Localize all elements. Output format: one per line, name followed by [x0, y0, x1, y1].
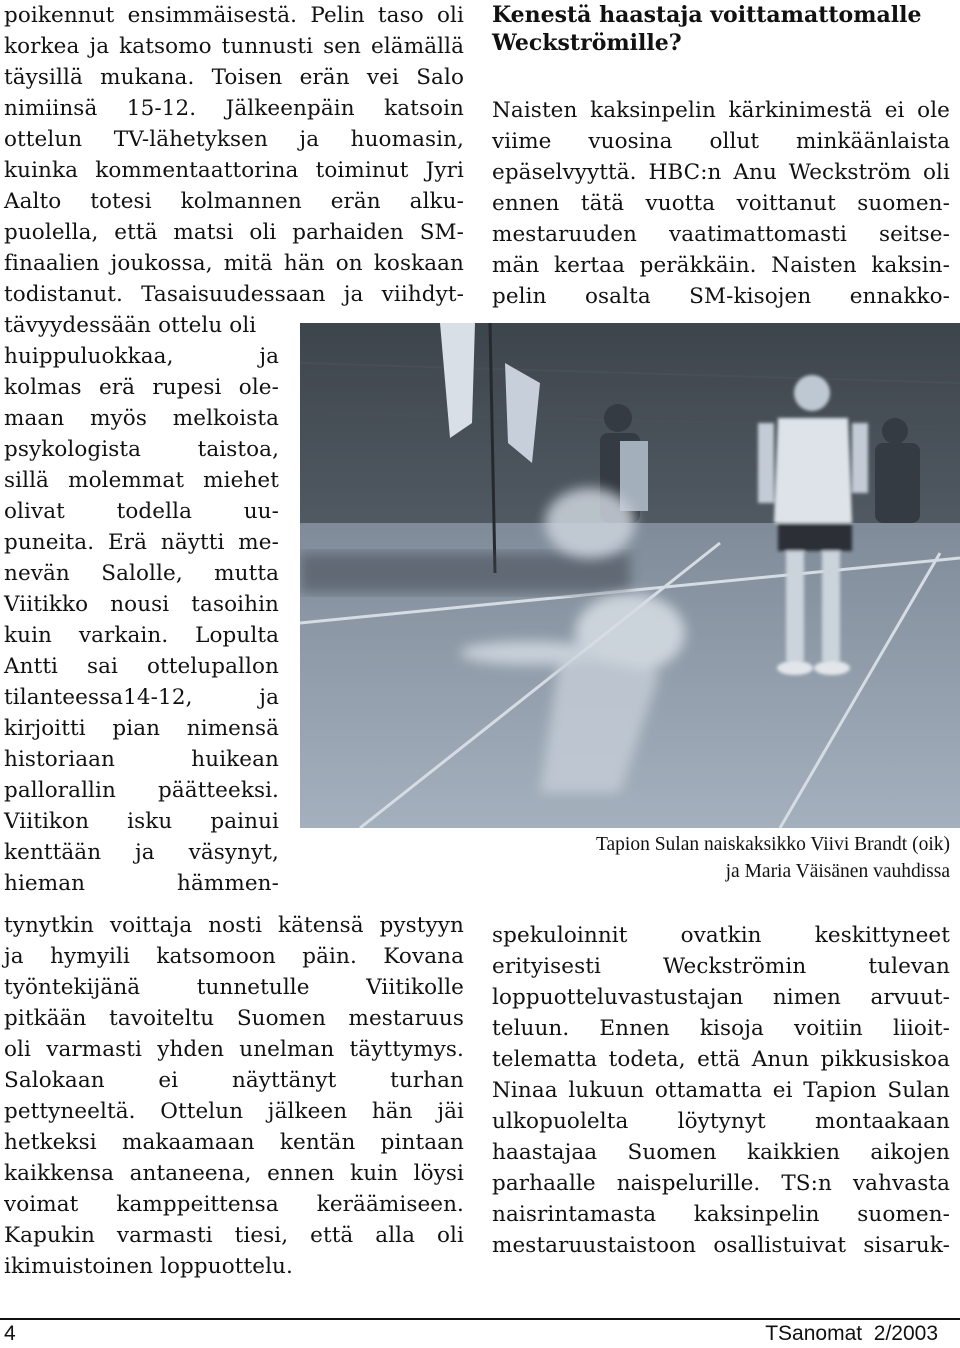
body-line: puneita. Erä näytti me-	[4, 530, 279, 555]
body-line: historiaan huikean	[4, 747, 279, 772]
photo-caption-line: Tapion Sulan naiskaksikko Viivi Brandt (oik)	[595, 834, 950, 855]
body-line: finaalien joukossa, mitä hän on koskaan	[4, 251, 464, 276]
body-line: huippuluokkaa, ja	[4, 344, 279, 369]
body-line: maan myös melkoista	[4, 406, 279, 431]
body-line: pitkään tavoiteltu Suomen mestaruus	[4, 1006, 464, 1031]
body-line: haastajaa Suomen kaikkien aikojen	[492, 1140, 950, 1165]
body-line: Viitikon isku painui	[4, 809, 279, 834]
body-line: mestaruuden vaatimattomasti seitse-	[492, 222, 950, 247]
body-line: nevän Salolle, mutta	[4, 561, 279, 586]
body-line: hieman hämmen-	[4, 871, 279, 896]
body-line: ennen tätä vuotta voittanut suomen-	[492, 191, 950, 216]
body-line: mestaruustaistoon osallistuivat sisaruk-	[492, 1233, 950, 1258]
body-line: loppuotteluvastustajan nimen arvuut-	[492, 985, 950, 1010]
publication-issue: TSanomat 2/2003	[765, 1322, 938, 1345]
body-line: nimiinsä 15-12. Jälkeenpäin katsoin	[4, 96, 464, 121]
body-line: män kertaa peräkkäin. Naisten kaksin-	[492, 253, 950, 278]
badminton-photo	[300, 323, 960, 828]
section-heading: Weckströmille?	[492, 30, 682, 56]
body-line: poikennut ensimmäisestä. Pelin taso oli	[4, 3, 464, 28]
body-line: teluun. Ennen kisoja voitiin liioit-	[492, 1016, 950, 1041]
body-line: oli varmasti yhden unelman täyttymys.	[4, 1037, 464, 1062]
body-line: ikimuistoinen loppuottelu.	[4, 1254, 293, 1279]
body-line: korkea ja katsomo tunnusti sen elämällä	[4, 34, 464, 59]
body-line: Kapukin varmasti tiesi, että alla oli	[4, 1223, 464, 1248]
body-line: kirjoitti pian nimensä	[4, 716, 279, 741]
body-line: parhaalle naispelurille. TS:n vahvasta	[492, 1171, 950, 1196]
photo-illustration	[300, 323, 960, 828]
body-line: ja hymyili katsomoon päin. Kovana	[4, 944, 464, 969]
body-line: kuin varkain. Lopulta	[4, 623, 279, 648]
section-heading: Kenestä haastaja voittamattomalle	[492, 2, 922, 28]
body-line: telematta todeta, että Anun pikkusiskoa	[492, 1047, 950, 1072]
body-line: tilanteessa14-12, ja	[4, 685, 279, 710]
body-line: Aalto totesi kolmannen erän alku-	[4, 189, 464, 214]
body-line: sillä molemmat miehet	[4, 468, 279, 493]
photo-caption-line: ja Maria Väisänen vauhdissa	[725, 861, 950, 882]
body-line: Salokaan ei näyttänyt turhan	[4, 1068, 464, 1093]
body-line: työntekijänä tunnetulle Viitikolle	[4, 975, 464, 1000]
body-line: Naisten kaksinpelin kärkinimestä ei ole	[492, 98, 950, 123]
body-line: olivat todella uu-	[4, 499, 279, 524]
body-line: pelin osalta SM-kisojen ennakko-	[492, 284, 950, 309]
body-line: tynytkin voittaja nosti kätensä pystyyn	[4, 913, 464, 938]
body-line: ulkopuolelta löytynyt montaakaan	[492, 1109, 950, 1134]
body-line: Antti sai ottelupallon	[4, 654, 279, 679]
body-line: kenttään ja väsynyt,	[4, 840, 279, 865]
body-line: ottelun TV-lähetyksen ja huomasin,	[4, 127, 464, 152]
page-number: 4	[4, 1322, 16, 1345]
body-line: kuinka kommentaattorina toiminut Jyri	[4, 158, 464, 183]
body-line: hetkeksi makaamaan kentän pintaan	[4, 1130, 464, 1155]
body-line: kolmas erä rupesi ole-	[4, 375, 279, 400]
body-line: naisrintamasta kaksinpelin suomen-	[492, 1202, 950, 1227]
body-line: todistanut. Tasaisuudessaan ja viihdyt-	[4, 282, 464, 307]
right-column-bottom	[492, 910, 952, 1290]
body-line: pettyneeltä. Ottelun jälkeen hän jäi	[4, 1099, 464, 1124]
body-line: tävyydessään ottelu oli	[4, 313, 257, 338]
body-line: erityisesti Weckströmin tulevan	[492, 954, 950, 979]
body-line: puolella, että matsi oli parhaiden SM-	[4, 220, 464, 245]
right-column-top	[492, 0, 952, 320]
body-line: voimat kamppeittensa keräämiseen.	[4, 1192, 464, 1217]
body-line: psykologista taistoa,	[4, 437, 279, 462]
body-line: Ninaa lukuun ottamatta ei Tapion Sulan	[492, 1078, 950, 1103]
body-line: epäselvyyttä. HBC:n Anu Weckström oli	[492, 160, 950, 185]
body-line: viime vuosina ollut minkäänlaista	[492, 129, 950, 154]
body-line: täysillä mukana. Toisen erän vei Salo	[4, 65, 464, 90]
body-line: pallorallin päätteeksi.	[4, 778, 279, 803]
body-line: Viitikko nousi tasoihin	[4, 592, 279, 617]
body-line: kaikkensa antaneena, ennen kuin löysi	[4, 1161, 464, 1186]
body-line: spekuloinnit ovatkin keskittyneet	[492, 923, 950, 948]
